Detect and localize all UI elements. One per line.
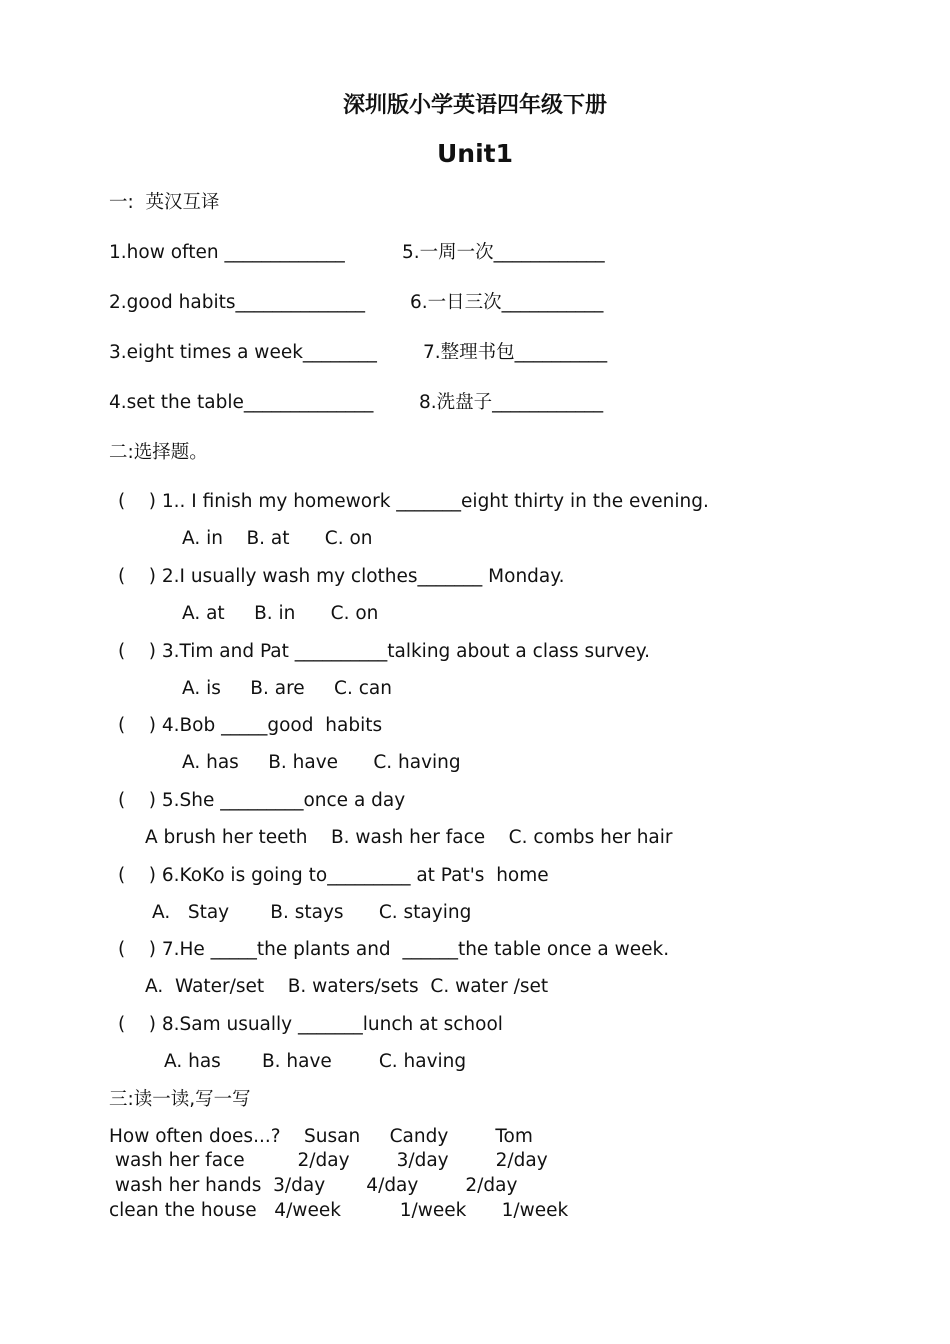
translation-item: 3.eight times a week________ <box>109 342 377 363</box>
frequency-table-row: How often does...? Susan Candy Tom <box>109 1126 533 1147</box>
section1-heading: 一: 英汉互译 <box>109 192 220 213</box>
worksheet-title: 深圳版小学英语四年级下册 <box>342 93 607 118</box>
question-options: A brush her teeth B. wash her face C. combs her hair <box>145 827 673 848</box>
frequency-table-row: wash her face 2/day 3/day 2/day <box>109 1150 548 1171</box>
translation-item: 8.洗盘子____________ <box>419 392 604 413</box>
question-stem: ( ) 7.He _____the plants and ______the table once a week. <box>118 939 670 960</box>
question-stem: ( ) 1.. I finish my homework _______eight thirty in the evening. <box>118 491 709 512</box>
question-options: A. Water/set B. waters/sets C. water /set <box>145 976 549 997</box>
translation-item: 6.一日三次___________ <box>410 292 604 313</box>
translation-item: 1.how often _____________ <box>109 242 345 263</box>
question-options: A. has B. have C. having <box>164 1051 467 1072</box>
question-options: A. Stay B. stays C. staying <box>152 902 472 923</box>
translation-item: 2.good habits______________ <box>109 292 365 313</box>
question-stem: ( ) 6.KoKo is going to_________ at Pat's home <box>118 865 549 886</box>
question-options: A. has B. have C. having <box>182 752 461 773</box>
question-options: A. at B. in C. on <box>182 603 379 624</box>
question-stem: ( ) 4.Bob _____good habits <box>118 715 383 736</box>
question-options: A. is B. are C. can <box>182 678 392 699</box>
section2-heading: 二:选择题。 <box>109 442 208 463</box>
frequency-table-row: wash her hands 3/day 4/day 2/day <box>109 1175 518 1196</box>
question-stem: ( ) 2.I usually wash my clothes_______ Monday. <box>118 566 565 587</box>
question-stem: ( ) 8.Sam usually _______lunch at school <box>118 1014 503 1035</box>
frequency-table-row: clean the house 4/week 1/week 1/week <box>109 1200 569 1221</box>
translation-item: 5.一周一次____________ <box>402 242 605 263</box>
section3-heading: 三:读一读,写一写 <box>109 1089 251 1110</box>
question-stem: ( ) 5.She _________once a day <box>118 790 406 811</box>
question-stem: ( ) 3.Tim and Pat __________talking about a class survey. <box>118 641 650 662</box>
question-options: A. in B. at C. on <box>182 528 373 549</box>
translation-item: 7.整理书包__________ <box>423 342 608 363</box>
unit-title: Unit1 <box>436 139 513 168</box>
translation-item: 4.set the table______________ <box>109 392 374 413</box>
